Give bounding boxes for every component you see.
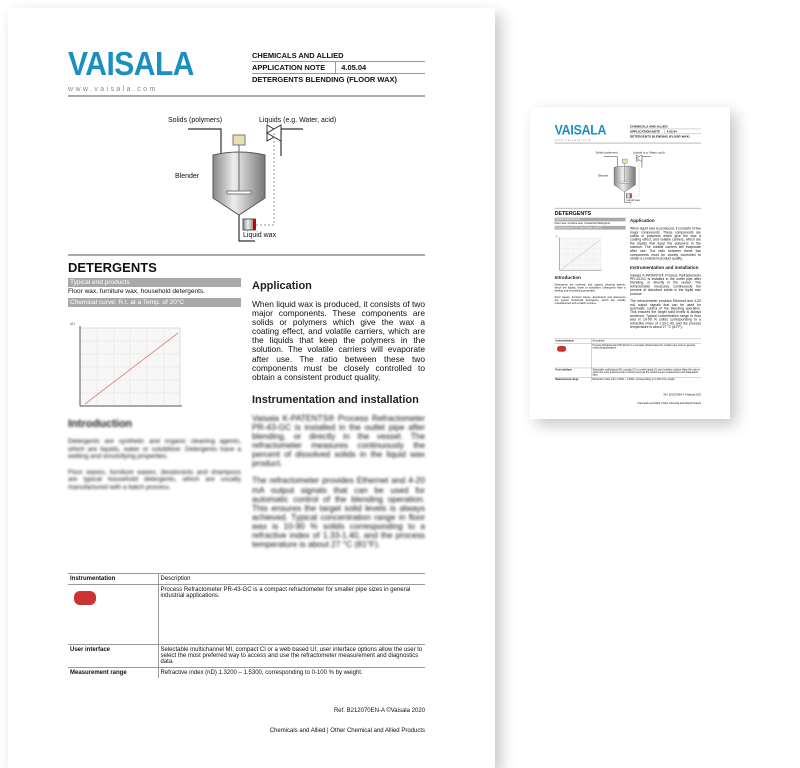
instrumentation-heading: Instrumentation and installation xyxy=(252,393,419,406)
refractometer-image xyxy=(68,585,158,645)
instrumentation-heading: Instrumentation and installation xyxy=(630,265,699,271)
chemical-curve-label: Chemical curve: R.I. at a Temp. of 20°C xyxy=(68,298,241,307)
website-url: www.vaisala.com xyxy=(68,86,158,93)
refractometer-image xyxy=(555,343,592,368)
vaisala-logo: VAISALA xyxy=(554,122,607,138)
blender-tank-icon xyxy=(163,113,363,248)
table-header: Description xyxy=(158,574,425,585)
note-label: APPLICATION NOTE xyxy=(630,129,661,134)
table-header: Instrumentation xyxy=(555,339,592,344)
table-cell: User interface xyxy=(555,368,592,377)
divider xyxy=(68,254,425,256)
instrumentation-table xyxy=(555,339,701,382)
introduction-text-2: Floor waxes, furniture waxes, deodorants and shampoos are typical household detergents, which are usually manufactured with a batch process. xyxy=(554,295,626,305)
solids-label: Solids (polymers) xyxy=(168,117,223,124)
table-cell: Refractive index (nD) 1.3200 – 1.5300, corresponding to 0-100 % by weight. xyxy=(592,377,701,381)
blender-label: Blender xyxy=(175,173,200,180)
instrumentation-text-2: The refractometer provides Ethernet and 4-20 mA output signals that can be used for automatic control of the blending operation. This ensures the target solid levels is always achieved. Typical concentration range in floor wax is 10-90 % solids corresponding to a refractive index of 1.33-1.40, and the process temperature is about 27 °C (81°F). xyxy=(630,298,701,329)
table-header: Description xyxy=(592,339,701,344)
header-box xyxy=(252,50,425,86)
blender-tank-icon xyxy=(594,150,676,205)
right-column xyxy=(252,278,425,557)
header-box xyxy=(630,124,701,139)
footer-ref: Ref. B212070EN-A ©Vaisala 2020 xyxy=(333,708,425,714)
right-column xyxy=(630,218,701,332)
doc-title: DETERGENTS BLENDING (FLOOR WAX) xyxy=(630,134,690,139)
footer-text: Chemicals and Allied | Other Chemical and Allied Products xyxy=(637,402,701,405)
category: CHEMICALS AND ALLIED xyxy=(252,51,344,60)
vaisala-logo: VAISALA xyxy=(68,46,194,83)
application-text: When liquid wax is produced, it consists of two major components. These components are solids or polymers which give the wax a coating effect, and volatile carriers, which are the liquids that keep the polymers in the solution. The volatile carriers will evaporate after use. The ratio between these two components must be closely controlled to obtain a consistent product quality. xyxy=(630,226,701,261)
introduction-section xyxy=(68,418,241,491)
doc-title: DETERGENTS BLENDING (FLOOR WAX) xyxy=(252,75,397,84)
introduction-text-2: Floor waxes, furniture waxes, deodorants and shampoos are typical household detergents, which are usually manufactured with a batch process. xyxy=(68,468,241,491)
liquids-label: Liquids (e.g. Water, acid) xyxy=(259,117,337,124)
document-page-large xyxy=(8,8,495,768)
introduction-heading: Introduction xyxy=(554,275,581,281)
chart-ylabel: nD xyxy=(555,236,558,238)
table-cell: Selectable multichannel MI, compact CI or a web based UI; user interface options allow the user to select the most preferred way to access and use the refractometer measurement and diagnostics data. xyxy=(158,645,425,668)
left-column xyxy=(68,278,241,499)
note-number: 4.05.04 xyxy=(664,129,677,134)
instrumentation-table xyxy=(68,573,425,678)
typical-products-value: Floor wax, furniture wax, household detergents. xyxy=(68,288,205,295)
table-cell: Measurement range xyxy=(68,668,158,679)
blender-label: Blender xyxy=(598,174,609,178)
category: CHEMICALS AND ALLIED xyxy=(630,124,668,129)
divider xyxy=(68,95,425,97)
instrumentation-text: Vaisala K-PATENTS® Process Refractometer PR-43-GC is installed in the outlet pipe after blending, or directly in the vessel. The refractometer measures continuously the percent of dissolved solids in the liquid wax product. xyxy=(252,412,425,469)
divider xyxy=(555,143,701,144)
chemical-curve-label: Chemical curve: R.I. at a Temp. of 20°C xyxy=(555,226,626,230)
left-column xyxy=(555,218,626,309)
liquids-label: Liquids (e.g. Water, acid) xyxy=(632,151,665,155)
introduction-text: Detergents are synthetic and organic cleaning agents, which are liquids, water or solubilizer. Detergents have a wetting and emulsifying properties. xyxy=(554,283,626,293)
output-label: Liquid wax xyxy=(626,198,640,202)
table-header: Instrumentation xyxy=(68,574,158,585)
website-url: www.vaisala.com xyxy=(554,138,592,142)
section-title: DETERGENTS xyxy=(68,260,157,275)
instrumentation-text-2: The refractometer provides Ethernet and 4-20 mA output signals that can be used for automatic control of the blending operation. This ensures the target solid levels is always achieved. Typical concentration range in floor wax is 10-90 % solids corresponding to a refractive index of 1.33-1.40, and the process temperature is about 27 °C (81°F). xyxy=(252,475,425,550)
divider xyxy=(555,208,701,209)
application-heading: Application xyxy=(630,218,655,224)
table-cell: Refractive index (nD) 1.3200 – 1.5300, corresponding to 0-100 % by weight. xyxy=(158,668,425,679)
typical-products-value: Floor wax, furniture wax, household detergents. xyxy=(554,221,611,225)
output-label: Liquid wax xyxy=(243,232,277,239)
introduction-section xyxy=(555,275,626,305)
instrumentation-text: Vaisala K-PATENTS® Process Refractometer PR-43-GC is installed in the outlet pipe after blending, or directly in the vessel. The refractometer measures continuously the percent of dissolved solids in the liquid wax product. xyxy=(630,272,701,296)
table-cell: Measurement range xyxy=(555,377,592,381)
application-heading: Application xyxy=(252,280,312,292)
footer-text: Chemicals and Allied | Other Chemical and Allied Products xyxy=(269,728,425,734)
table-cell: User interface xyxy=(68,645,158,668)
typical-products-label: Typical end products xyxy=(555,218,626,222)
table-cell: Process Refractometer PR-43-GC is a compact refractometer for smaller pipe sizes in general industrial applications. xyxy=(158,585,425,645)
note-number: 4.05.04 xyxy=(335,62,366,73)
process-diagram xyxy=(594,150,676,205)
note-label: APPLICATION NOTE xyxy=(252,63,326,72)
document-page-thumbnail xyxy=(530,107,730,419)
typical-products-label: Typical end products xyxy=(68,278,241,287)
section-title: DETERGENTS xyxy=(554,210,592,217)
footer-ref: Ref. B212070EN-A ©Vaisala 2020 xyxy=(663,394,701,397)
process-diagram xyxy=(163,113,363,248)
table-cell: Selectable multichannel MI, compact CI or a web based UI; user interface options allow the user to select the most preferred way to access and use the refractometer measurement and diagnostics data. xyxy=(592,368,700,377)
table-cell: Process Refractometer PR-43-GC is a compact refractometer for smaller pipe sizes in general industrial applications. xyxy=(592,343,701,368)
refractive-index-chart xyxy=(555,235,604,274)
refractive-index-chart xyxy=(68,319,188,414)
document-page-small xyxy=(530,107,730,419)
solids-label: Solids (polymers) xyxy=(595,151,618,155)
introduction-heading: Introduction xyxy=(68,418,133,430)
chart-ylabel: nD xyxy=(70,321,76,326)
introduction-text: Detergents are synthetic and organic cleaning agents, which are liquids, water or solubilizer. Detergents have a wetting and emulsifying properties. xyxy=(68,438,241,460)
application-text: When liquid wax is produced, it consists of two major components. These components are solids or polymers which give the wax a coating effect, and volatile carriers, which are the liquids that keep the polymers in the solution. The volatile carriers will evaporate after use. The ratio between these two components must be closely controlled to obtain a consistent product quality. xyxy=(252,299,425,382)
